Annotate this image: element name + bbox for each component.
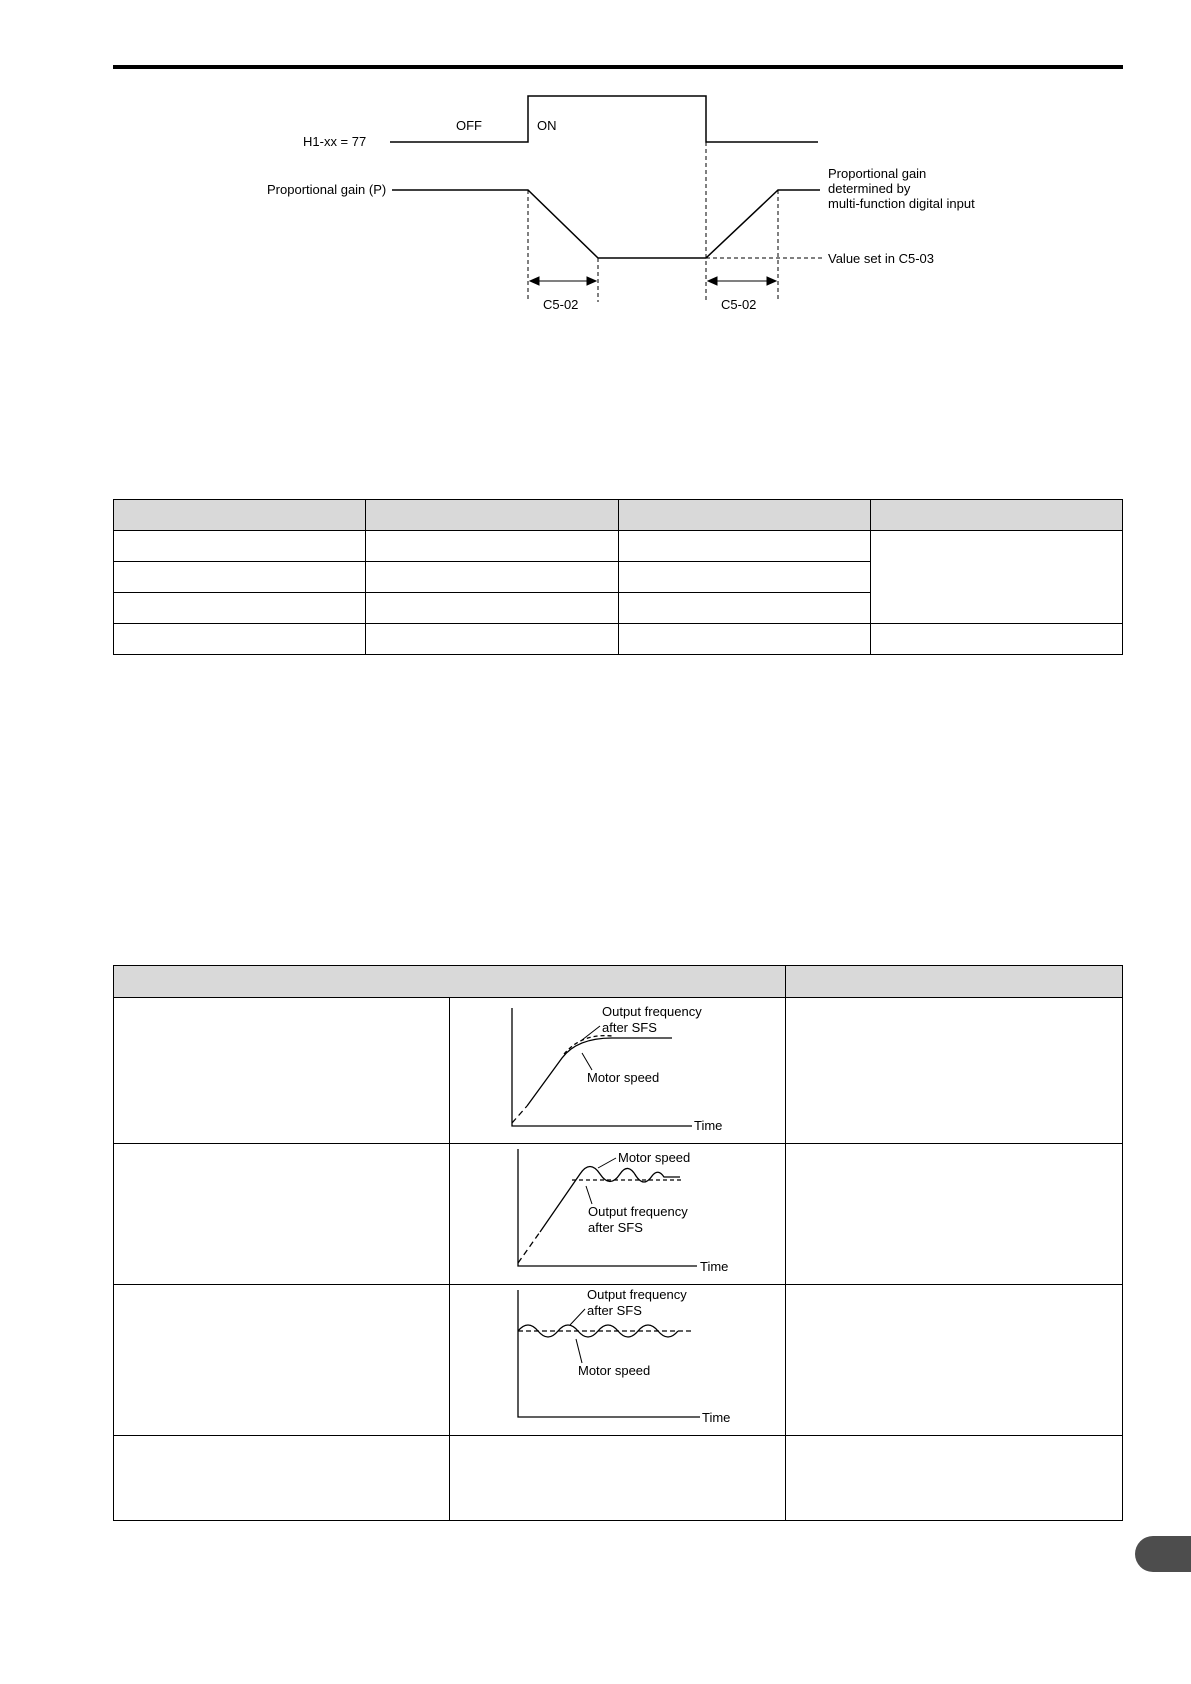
right-label-2: determined by <box>828 181 911 196</box>
c502-right-label: C5-02 <box>721 297 757 312</box>
table-row <box>114 1144 1123 1285</box>
chapter-tab <box>1135 1536 1191 1572</box>
parameter-table <box>113 499 1123 655</box>
tuning-table <box>113 965 1123 1521</box>
signal-label: H1-xx = 77 <box>303 134 367 149</box>
table-header-row <box>114 966 1123 998</box>
off-label: OFF <box>456 118 482 133</box>
proportional-gain-timing-chart <box>0 0 1191 330</box>
svg-text:Motor speed: Motor speed <box>587 1070 660 1085</box>
table-row <box>114 624 1123 655</box>
svg-text:Output frequency: Output frequency <box>587 1287 688 1302</box>
svg-text:Time: Time <box>700 1259 729 1274</box>
svg-text:Output frequency: Output frequency <box>588 1204 689 1219</box>
table-row <box>114 998 1123 1144</box>
svg-text:after SFS: after SFS <box>587 1303 643 1318</box>
response-figure-3 <box>452 1285 782 1430</box>
svg-text:after SFS: after SFS <box>602 1020 658 1035</box>
c502-arrows <box>530 277 776 285</box>
svg-text:Time: Time <box>702 1410 731 1425</box>
right-label-3: multi-function digital input <box>828 196 975 211</box>
signal-waveform <box>390 96 818 142</box>
table-row <box>114 1285 1123 1436</box>
table-row <box>114 531 1123 562</box>
response-figure-2 <box>452 1144 782 1279</box>
svg-text:Motor speed: Motor speed <box>618 1150 691 1165</box>
c503-label: Value set in C5-03 <box>828 251 934 266</box>
c502-left-label: C5-02 <box>543 297 579 312</box>
svg-text:after SFS: after SFS <box>588 1220 644 1235</box>
gain-waveform <box>392 190 820 258</box>
right-label-1: Proportional gain <box>828 166 927 181</box>
gain-label: Proportional gain (P) <box>267 182 387 197</box>
svg-text:Time: Time <box>694 1118 723 1133</box>
table-header-row <box>114 500 1123 531</box>
svg-text:Motor speed: Motor speed <box>578 1363 651 1378</box>
table-row <box>114 1436 1123 1521</box>
svg-text:Output frequency: Output frequency <box>602 1004 703 1019</box>
response-figure-1 <box>452 998 782 1138</box>
on-label: ON <box>537 118 557 133</box>
